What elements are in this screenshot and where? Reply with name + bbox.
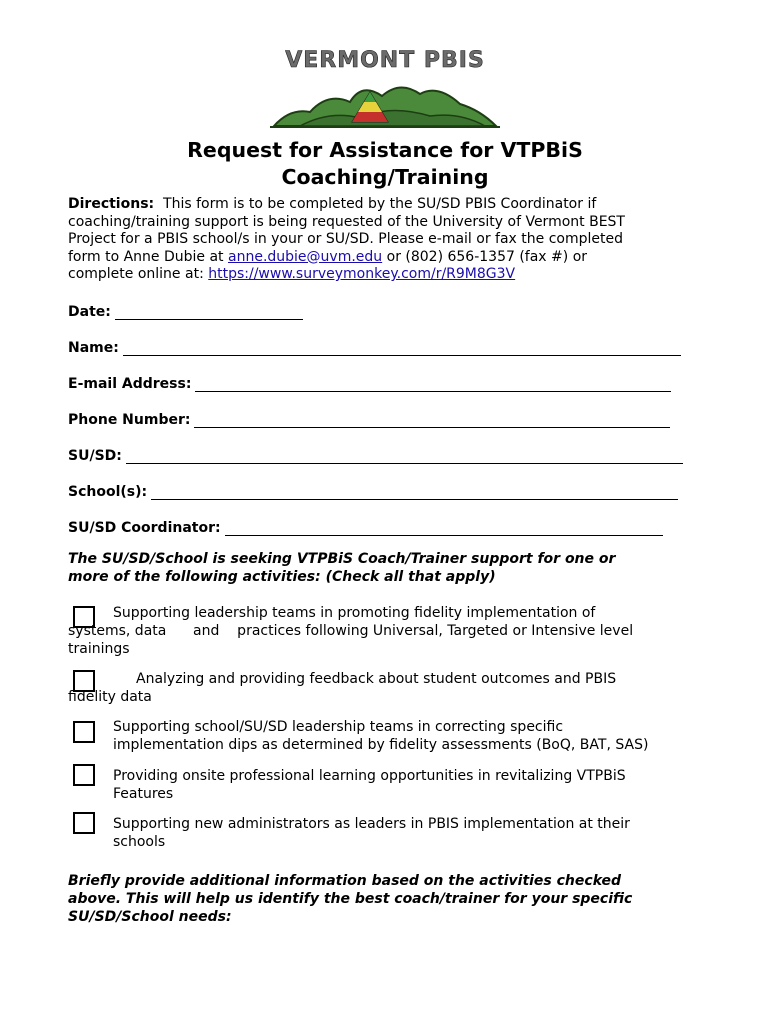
survey-link[interactable]: https://www.surveymonkey.com/r/R9M8G3V — [208, 266, 516, 282]
option-4-text — [113, 767, 626, 803]
directions-line-4-post: or (802) 656-1357 (fax #) or — [382, 248, 588, 265]
seeking-line-2: more of the following activities: (Check all that apply) — [68, 569, 496, 585]
brief-line-1: Briefly provide additional information based on the activities checked — [68, 873, 622, 889]
phone-field[interactable] — [68, 408, 670, 428]
brief-heading — [68, 872, 632, 926]
name-field[interactable] — [68, 336, 681, 356]
susd-label: SU/SD: — [68, 448, 122, 464]
option-4-line-2: Features — [113, 786, 174, 802]
option-5-line-1: Supporting new administrators as leaders in PBIS implementation at their — [113, 816, 630, 832]
checkbox-option-5[interactable] — [73, 812, 95, 834]
option-3-line-1: Supporting school/SU/SD leadership teams in correcting specific — [113, 719, 564, 735]
directions-paragraph — [68, 196, 625, 284]
directions-label: Directions: — [68, 196, 155, 212]
option-1-line-2: systems, data and practices following Universal, Targeted or Intensive level — [68, 623, 634, 639]
vermont-pbis-logo — [270, 48, 500, 128]
mountains-icon — [270, 74, 500, 130]
name-label: Name: — [68, 340, 119, 356]
option-4-line-1: Providing onsite professional learning opportunities in revitalizing VTPBiS — [113, 768, 626, 784]
date-line[interactable] — [115, 305, 303, 320]
title-line-2: Coaching/Training — [281, 165, 489, 189]
date-label: Date: — [68, 304, 111, 320]
email-link[interactable]: anne.dubie@uvm.edu — [228, 248, 383, 265]
coordinator-field[interactable] — [68, 516, 663, 536]
name-line[interactable] — [123, 341, 681, 356]
brief-line-3: SU/SD/School needs: — [68, 909, 232, 925]
email-field[interactable] — [68, 372, 671, 392]
brief-line-2: above. This will help us identify the best coach/trainer for your specific — [68, 891, 633, 907]
directions-line-2: coaching/training support is being requested of the University of Vermont BEST — [68, 213, 625, 230]
title-line-1: Request for Assistance for VTPBiS — [187, 138, 583, 162]
directions-line-4-pre: form to Anne Dubie at — [68, 248, 228, 265]
option-2-line-1: Analyzing and providing feedback about student outcomes and PBIS — [136, 671, 617, 687]
schools-field[interactable] — [68, 480, 678, 500]
seeking-line-1: The SU/SD/School is seeking VTPBiS Coach/Trainer support for one or — [68, 551, 616, 567]
schools-label: School(s): — [68, 484, 148, 500]
page-title — [0, 137, 770, 191]
checkbox-option-3[interactable] — [73, 721, 95, 743]
coordinator-label: SU/SD Coordinator: — [68, 520, 221, 536]
option-5-line-2: schools — [113, 834, 166, 850]
date-field[interactable] — [68, 300, 303, 320]
option-5-text — [113, 815, 630, 851]
phone-line[interactable] — [194, 413, 670, 428]
logo-text: VERMONT PBIS — [285, 48, 485, 73]
seeking-heading — [68, 550, 615, 586]
directions-line-3: Project for a PBIS school/s in your or SU/SD. Please e-mail or fax the completed — [68, 231, 623, 247]
directions-line-1: This form is to be completed by the SU/SD PBIS Coordinator if — [163, 196, 597, 212]
coordinator-line[interactable] — [225, 521, 663, 536]
schools-line[interactable] — [151, 485, 678, 500]
option-1-line-3: trainings — [68, 641, 130, 657]
option-3-text — [113, 718, 648, 754]
susd-field[interactable] — [68, 444, 683, 464]
susd-line[interactable] — [126, 449, 683, 464]
checkbox-option-4[interactable] — [73, 764, 95, 786]
option-1-text — [68, 604, 633, 658]
option-3-line-2: implementation dips as determined by fidelity assessments (BoQ, BAT, SAS) — [113, 737, 649, 753]
option-2-text — [68, 670, 616, 706]
email-line[interactable] — [195, 377, 671, 392]
directions-line-5-pre: complete online at: — [68, 266, 209, 282]
phone-label: Phone Number: — [68, 412, 191, 428]
option-1-line-1: Supporting leadership teams in promoting fidelity implementation of — [113, 605, 596, 621]
option-2-line-2: fidelity data — [68, 689, 152, 705]
email-label: E-mail Address: — [68, 376, 192, 392]
